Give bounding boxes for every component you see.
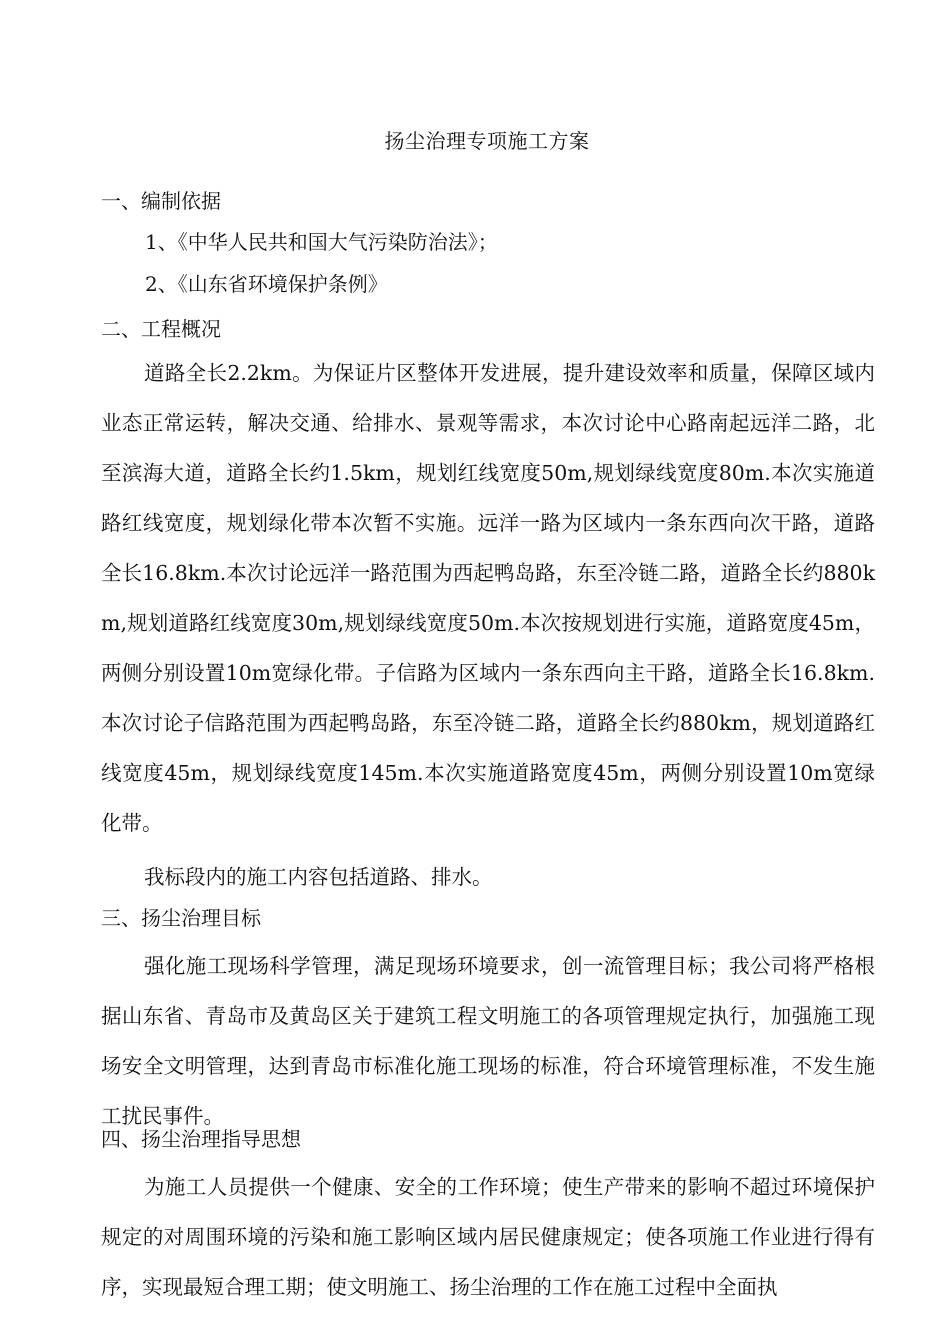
scope-paragraph: 我标段内的施工内容包括道路、排水。: [144, 865, 493, 889]
guiding-principles-paragraph: 为施工人员提供一个健康、安全的工作环境；使生产带来的影响不超过环境保护规定的对周围环境的污染和施工影响区域内居民健康规定；使各项施工作业进行得有序，实现最短合理工期；使文明施工、扬尘治理的工作在施工过程中全面执: [101, 1175, 875, 1299]
section-heading-basis: 一、编制依据: [101, 189, 221, 213]
section-heading-guiding-principles: 四、扬尘治理指导思想: [101, 1127, 301, 1151]
section-heading-overview: 二、工程概况: [101, 317, 221, 341]
reference-item-2: 2、《山东省环境保护条例》: [145, 272, 388, 296]
document-title: 扬尘治理专项施工方案: [384, 129, 590, 153]
goals-paragraph: 强化施工现场科学管理，满足现场环境要求，创一流管理目标；我公司将严格根据山东省、青岛市及黄岛区关于建筑工程文明施工的各项管理规定执行，加强施工现场安全文明管理，达到青岛市标准化施工现场的标准，符合环境管理标准，不发生施工扰民事件。: [101, 954, 875, 1128]
overview-paragraph: 道路全长2.2km。为保证片区整体开发进展，提升建设效率和质量，保障区域内业态正常运转，解决交通、给排水、景观等需求，本次讨论中心路南起远洋二路，北至滨海大道，道路全长约1.5km，规划红线宽度50m,规划绿线宽度80m.本次实施道路红线宽度，规划绿化带本次暂不实施。远洋一路为区域内一条东西向次干路，道路全长16.8km.本次讨论远洋一路范围为西起鸭岛路，东至冷链二路，道路全长约880km,规划道路红线宽度30m,规划绿线宽度50m.本次按规划进行实施，道路宽度45m，两侧分别设置10m宽绿化带。子信路为区域内一条东西向主干路，道路全长16.8km.本次讨论子信路范围为西起鸭岛路，东至冷链二路，道路全长约880km，规划道路红线宽度45m，规划绿线宽度145m.本次实施道路宽度45m，两侧分别设置10m宽绿化带。: [101, 361, 875, 835]
section-heading-goals: 三、扬尘治理目标: [101, 906, 261, 930]
reference-item-1: 1、《中华人民共和国大气污染防治法》；: [145, 230, 498, 254]
